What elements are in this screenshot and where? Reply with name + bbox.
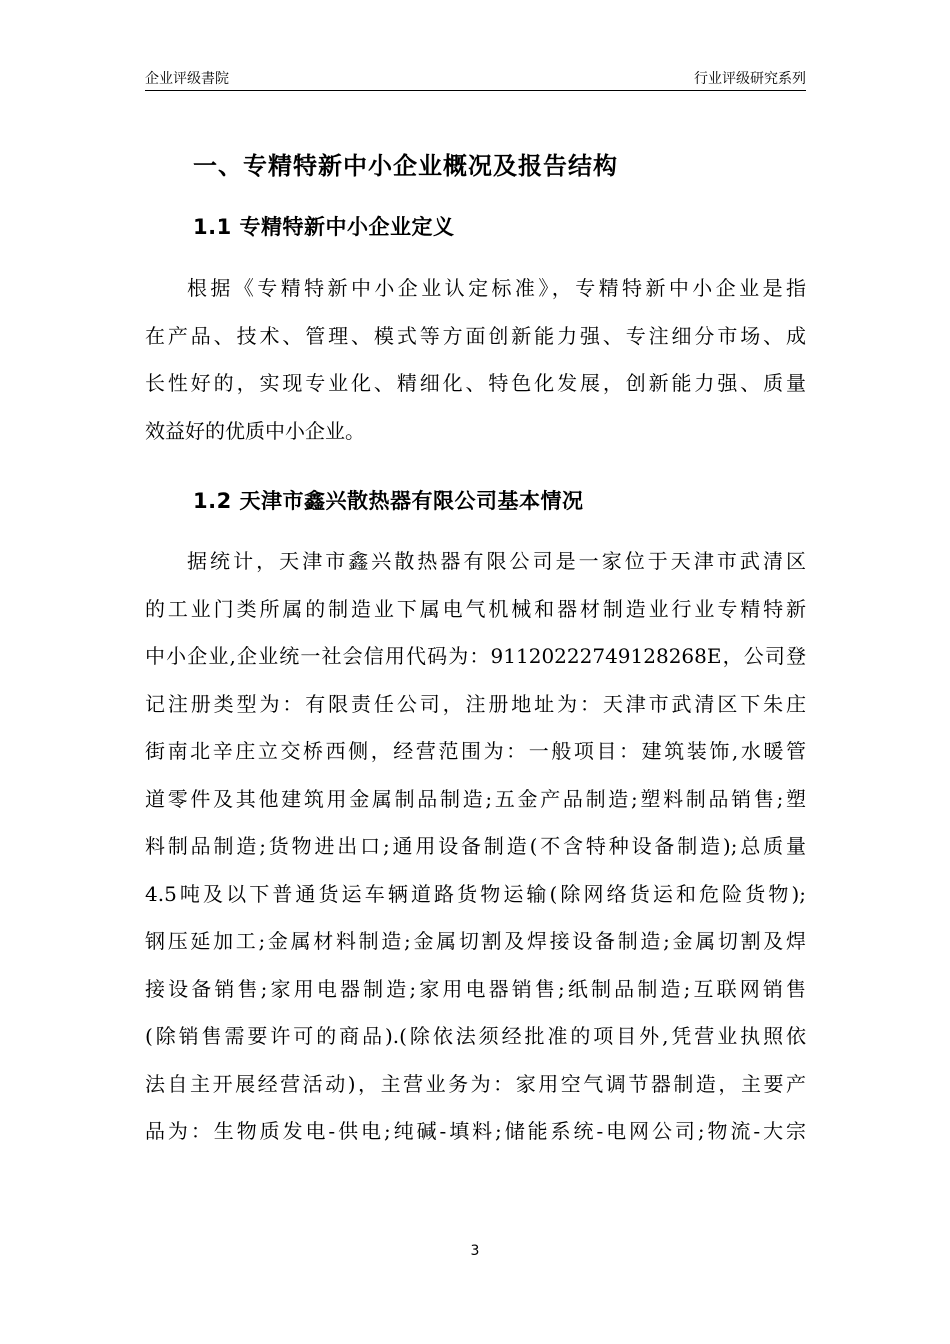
paragraph-line: 据统计，天津市鑫兴散热器有限公司是一家位于天津市武清区 <box>187 549 806 573</box>
paragraph-line: 根据《专精特新中小企业认定标准》，专精特新中小企业是指 <box>187 276 806 300</box>
paragraph-line: 品为：生物质发电-供电;纯碱-填料;储能系统-电网公司;物流-大宗 <box>145 1119 806 1143</box>
paragraph-line: 道零件及其他建筑用金属制品制造;五金产品制造;塑料制品销售;塑 <box>145 786 806 811</box>
header-right-text: 行业评级研究系列 <box>694 71 806 87</box>
paragraph-line: 记注册类型为：有限责任公司，注册地址为：天津市武清区下朱庄 <box>145 691 806 716</box>
paragraph-line: 的工业门类所属的制造业下属电气机械和器材制造业行业专精特新 <box>145 596 806 621</box>
section-heading-1-2: 1.2 天津市鑫兴散热器有限公司基本情况 <box>193 489 584 513</box>
paragraph-line: 料制品制造;货物进出口;通用设备制造(不含特种设备制造);总质量 <box>145 834 806 858</box>
paragraph-line: 中小企业,企业统一社会信用代码为：91120222749128268E，公司登 <box>145 644 806 668</box>
chapter-title: 一、专精特新中小企业概况及报告结构 <box>193 152 618 180</box>
paragraph-line: 法自主开展经营活动)，主营业务为：家用空气调节器制造，主要产 <box>145 1071 806 1096</box>
page-number: 3 <box>470 1243 480 1259</box>
page-header <box>145 66 806 91</box>
paragraph-line: 钢压延加工;金属材料制造;金属切割及焊接设备制造;金属切割及焊 <box>145 929 806 953</box>
paragraph-line: 在产品、技术、管理、模式等方面创新能力强、专注细分市场、成 <box>145 323 806 348</box>
paragraph-line: 长性好的，实现专业化、精细化、特色化发展，创新能力强、质量 <box>145 371 806 395</box>
paragraph-line: 效益好的优质中小企业。 <box>145 418 365 443</box>
paragraph-definition <box>145 265 806 455</box>
paragraph-company-info <box>145 538 806 1156</box>
paragraph-line: 4.5吨及以下普通货运车辆道路货物运输(除网络货运和危险货物); <box>145 881 806 906</box>
header-left-text: 企业评级書院 <box>145 71 229 87</box>
paragraph-line: 接设备销售;家用电器制造;家用电器销售;纸制品制造;互联网销售 <box>145 976 806 1001</box>
section-heading-1-1: 1.1 专精特新中小企业定义 <box>193 215 455 239</box>
paragraph-line: (除销售需要许可的商品).(除依法须经批准的项目外,凭营业执照依 <box>145 1024 806 1048</box>
paragraph-line: 街南北辛庄立交桥西侧，经营范围为：一般项目：建筑装饰,水暖管 <box>145 739 806 763</box>
